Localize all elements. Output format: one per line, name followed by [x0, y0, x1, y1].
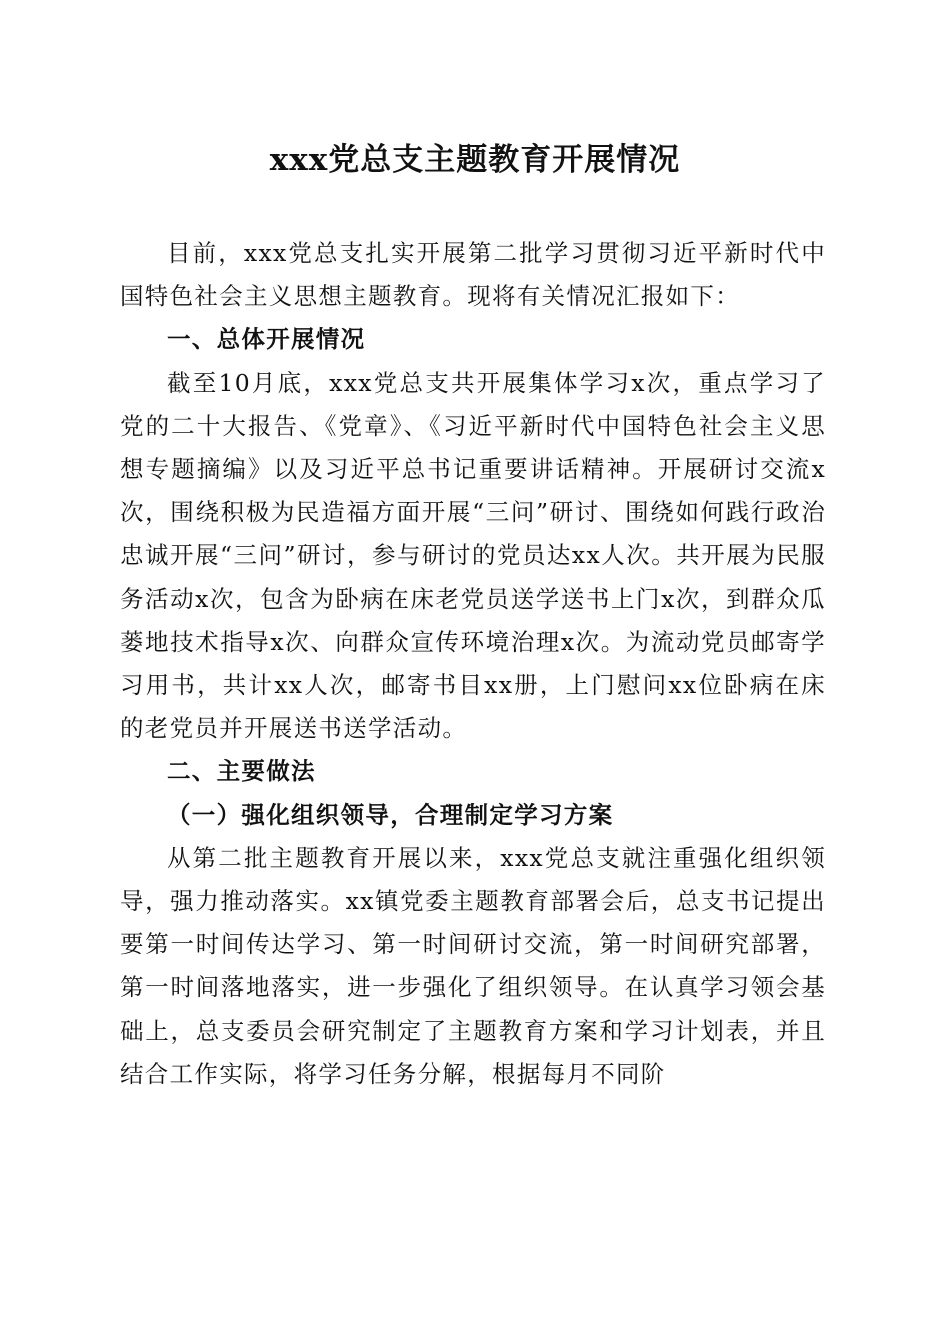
- section-1-paragraph: 截至10月底，xxx党总支共开展集体学习x次，重点学习了党的二十大报告、《党章》、《习近平新时代中国特色社会主义思想专题摘编》以及习近平总书记重要讲话精神。开展研讨交流x次，围绕积极为民造福方面开展“三问”研讨、围绕如何践行政治忠诚开展“三问”研讨，参与研讨的党员达xx人次。共开展为民服务活动x次，包含为卧病在床老党员送学送书上门x次，到群众瓜蒌地技术指导x次、向群众宣传环境治理x次。为流动党员邮寄学习用书，共计xx人次，邮寄书目xx册，上门慰问xx位卧病在床的老党员并开展送书送学活动。: [120, 368, 826, 743]
- document-title: xxx党总支主题教育开展情况: [269, 142, 681, 178]
- subsection-2-1-paragraph: 从第二批主题教育开展以来，xxx党总支就注重强化组织领导，强力推动落实。xx镇党委主题教育部署会后，总支书记提出要第一时间传达学习、第一时间研讨交流，第一时间研究部署，第一时间落地落实，进一步强化了组织领导。在认真学习领会基础上，总支委员会研究制定了主题教育方案和学习计划表，并且结合工作实际，将学习任务分解，根据每月不同阶: [120, 843, 826, 1088]
- section-1-heading: 一、总体开展情况: [167, 325, 366, 354]
- intro-paragraph: 目前，xxx党总支扎实开展第二批学习贯彻习近平新时代中国特色社会主义思想主题教育。现将有关情况汇报如下：: [120, 239, 826, 311]
- document-body: [120, 232, 826, 1096]
- section-2-heading: 二、主要做法: [167, 757, 316, 786]
- subsection-2-1-heading: （一）强化组织领导，合理制定学习方案: [167, 800, 614, 829]
